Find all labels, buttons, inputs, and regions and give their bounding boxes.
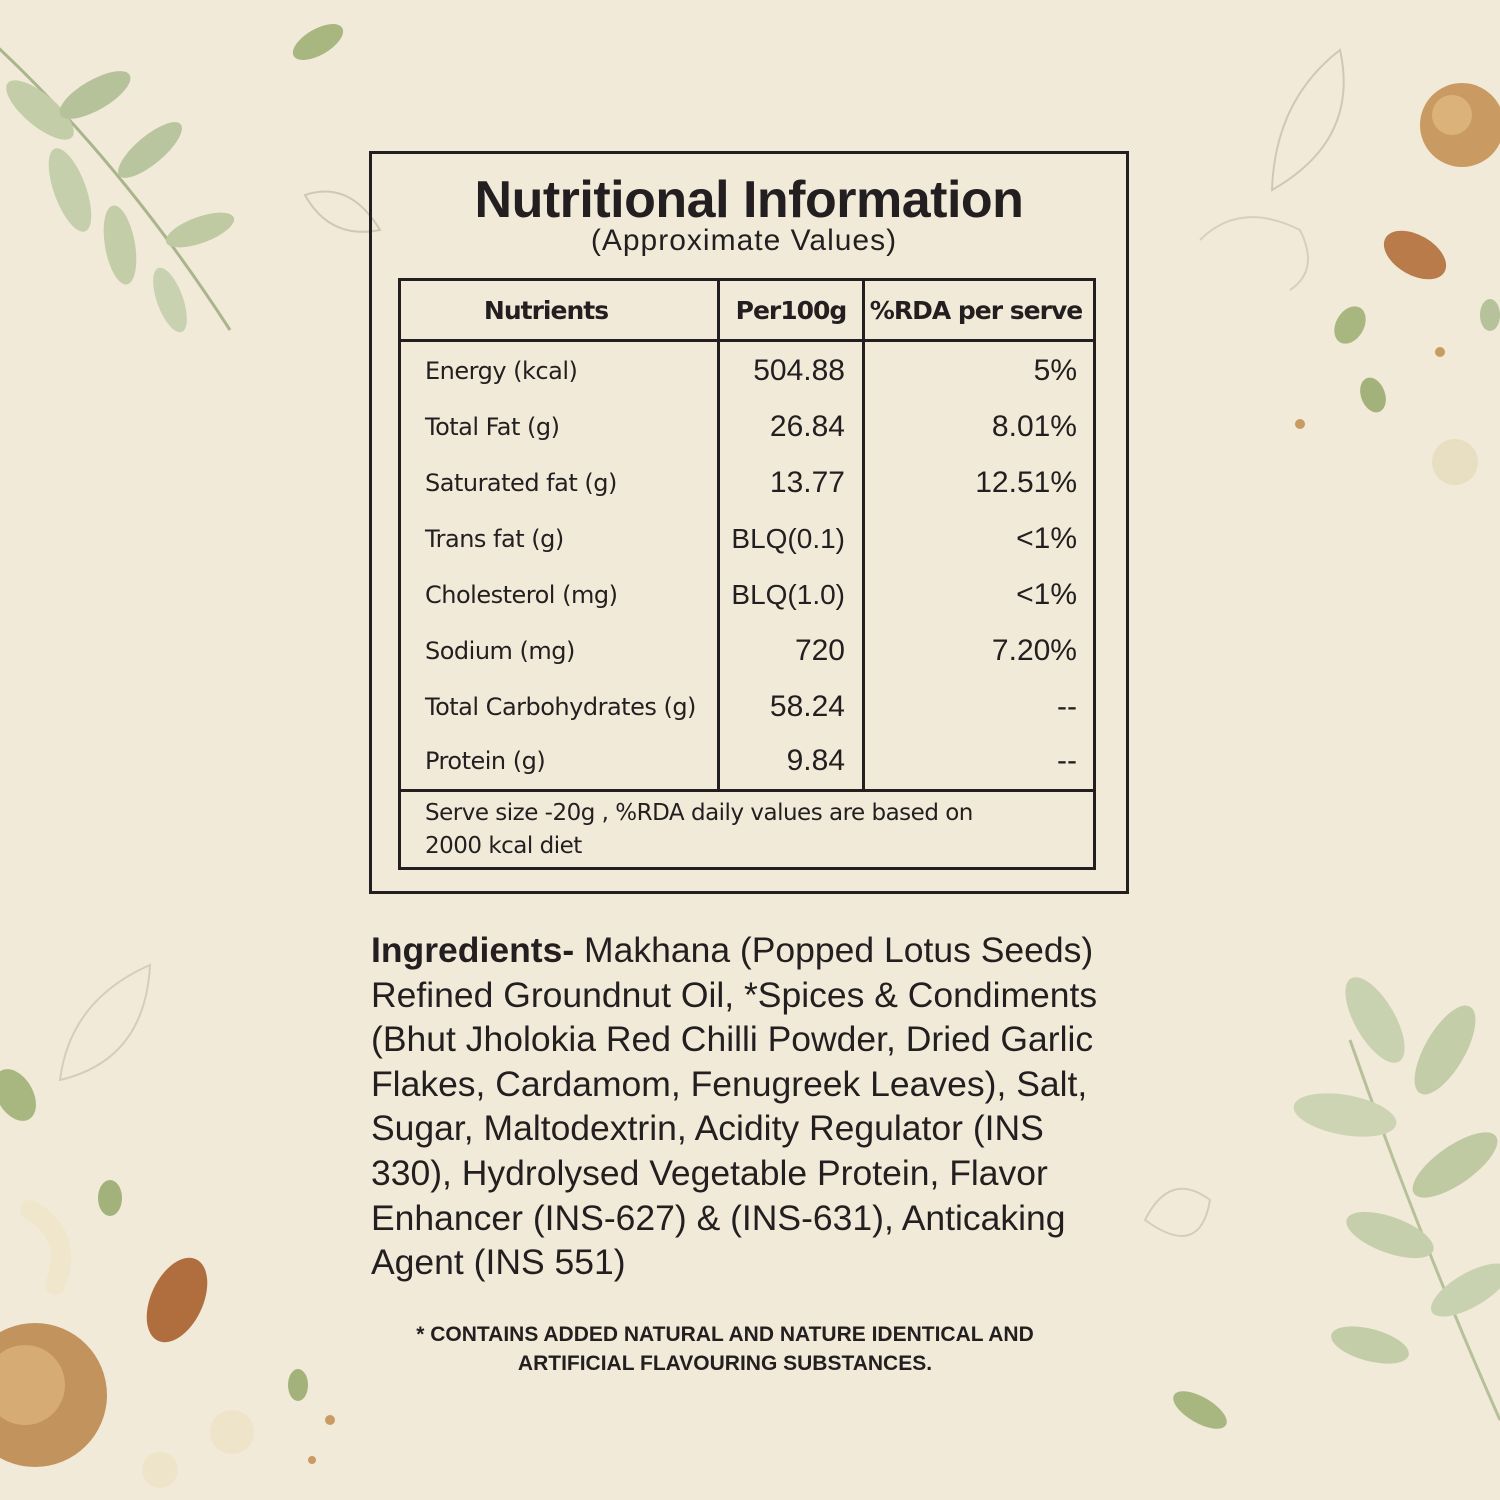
nutrition-table bbox=[398, 278, 1096, 870]
note-divider bbox=[401, 789, 1093, 792]
ingredients-block bbox=[371, 928, 1151, 1285]
table-row bbox=[401, 733, 1093, 789]
table-row bbox=[401, 343, 1093, 399]
subtitle: (Approximate Values) bbox=[590, 224, 898, 257]
table-row bbox=[401, 679, 1093, 735]
nutrient-name: Total Carbohydrates (g) bbox=[425, 693, 696, 721]
rda-value: <1% bbox=[1016, 578, 1077, 611]
flavouring-footnote: * CONTAINS ADDED NATURAL AND NATURE IDENTICAL AND ARTIFICIAL FLAVOURING SUBSTANCES. bbox=[416, 1323, 1034, 1375]
nuts-bottom-left-icon bbox=[0, 1062, 335, 1488]
rda-value: 7.20% bbox=[991, 634, 1077, 667]
header-per100g: Per100g bbox=[735, 296, 847, 325]
ingredients-label: Ingredients- bbox=[371, 930, 575, 970]
rda-value: 8.01% bbox=[991, 410, 1077, 443]
leaf-branch-top-left-icon bbox=[0, 17, 349, 337]
table-row bbox=[401, 455, 1093, 511]
nutrient-name: Protein (g) bbox=[425, 747, 546, 775]
rda-value: -- bbox=[1057, 690, 1077, 723]
per100g-value: BLQ(1.0) bbox=[731, 579, 845, 610]
ingredients-text: Makhana (Popped Lotus Seeds) Refined Groundnut Oil, *Spices & Condiments (Bhut Jholokia Red Chilli Powder, Dried Garlic Flakes, Cardamom, Fenugreek Leaves), Salt, Sugar, Maltodextrin, Acidity Regulator (INS 330), Hydrolysed Vegetable Protein, Flavor Enhancer (INS-627) & (INS-631), Anticaking Agent (INS 551) bbox=[371, 930, 1098, 1283]
per100g-value: 58.24 bbox=[769, 690, 845, 723]
page-title: Nutritional Information bbox=[474, 171, 1024, 229]
rda-value: 5% bbox=[1033, 354, 1077, 387]
per100g-value: 26.84 bbox=[769, 410, 845, 443]
per100g-value: 9.84 bbox=[786, 744, 845, 777]
rda-value: -- bbox=[1057, 744, 1077, 777]
rda-value: 12.51% bbox=[975, 466, 1077, 499]
rda-value: <1% bbox=[1016, 522, 1077, 555]
table-row bbox=[401, 567, 1093, 623]
nutrition-panel bbox=[369, 151, 1129, 894]
serving-note: Serve size -20g , %RDA daily values are based on 2000 kcal diet bbox=[425, 800, 973, 859]
nutrient-name: Cholesterol (mg) bbox=[425, 581, 618, 609]
nutrient-name: Total Fat (g) bbox=[425, 413, 560, 441]
table-row bbox=[401, 399, 1093, 455]
per100g-value: 13.77 bbox=[769, 466, 845, 499]
nuts-top-right-icon bbox=[1200, 50, 1500, 485]
per100g-value: 504.88 bbox=[753, 354, 845, 387]
nutrient-name: Energy (kcal) bbox=[425, 357, 578, 385]
nutrient-name: Trans fat (g) bbox=[425, 525, 564, 553]
nutrient-name: Saturated fat (g) bbox=[425, 469, 617, 497]
outline-leaf-left-icon bbox=[60, 965, 150, 1080]
table-row bbox=[401, 623, 1093, 679]
leaf-branch-bottom-right-icon bbox=[1145, 968, 1500, 1436]
per100g-value: BLQ(0.1) bbox=[731, 523, 845, 554]
per100g-value: 720 bbox=[794, 634, 845, 667]
nutrient-name: Sodium (mg) bbox=[425, 637, 575, 665]
header-rda: %RDA per serve bbox=[869, 296, 1083, 325]
table-row bbox=[401, 511, 1093, 567]
header-nutrients: Nutrients bbox=[483, 296, 609, 325]
